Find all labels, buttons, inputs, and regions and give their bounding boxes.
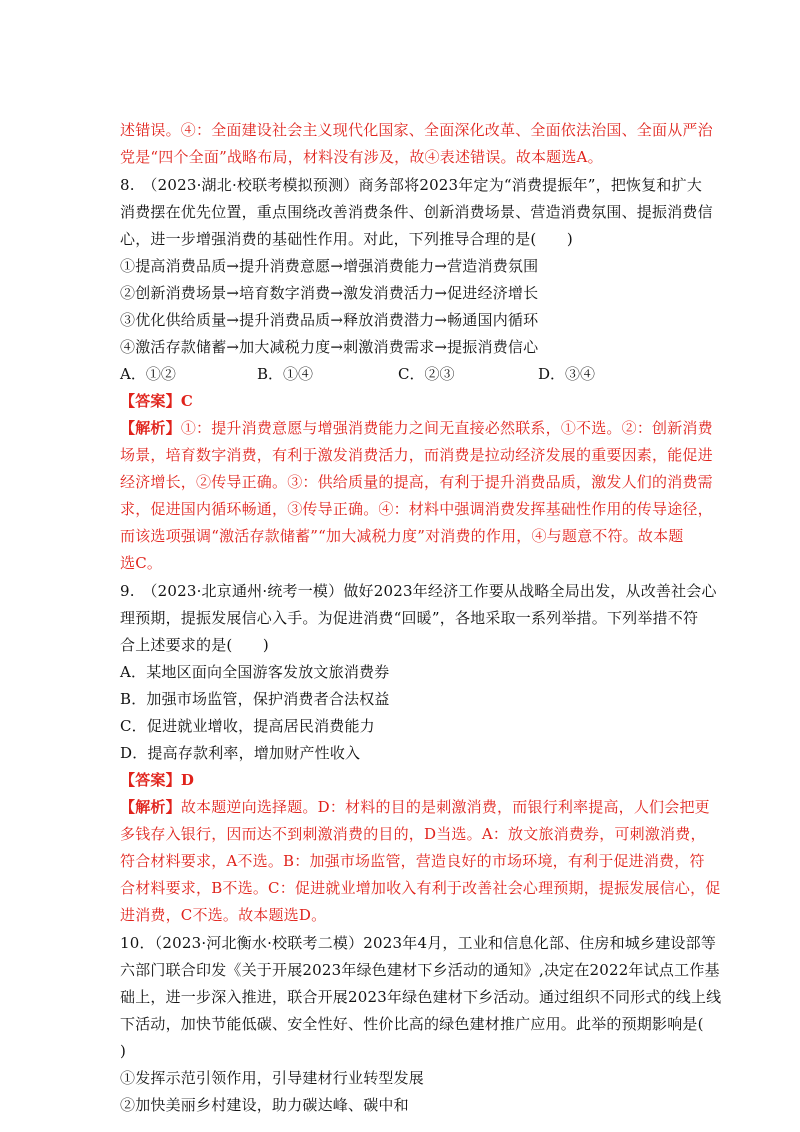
q8-analysis-line: 选C。 bbox=[120, 554, 163, 572]
q10-stem-line: 下活动，加快节能低碳、安全性好、性价比高的绿色建材推广应用。此举的预期影响是( bbox=[120, 1015, 704, 1033]
q8-answer bbox=[120, 389, 700, 413]
q10-stem-line: 六部门联合印发《关于开展2023年绿色建材下乡活动的通知》,决定在2022年试点工作基 bbox=[120, 961, 720, 979]
answer-value: D bbox=[180, 771, 195, 789]
q9-analysis-line bbox=[120, 795, 710, 819]
q8-statement: ②创新消费场景→培育数字消费→激发消费活力→促进经济增长 bbox=[120, 284, 539, 302]
q9-stem-line: 合上述要求的是( ) bbox=[120, 636, 269, 654]
q10-stem-line: ) bbox=[120, 1042, 127, 1060]
q9-option-a: A．某地区面向全国游客发放文旅消费券 bbox=[120, 663, 390, 681]
q10-statement: ①发挥示范引领作用，引导建材行业转型发展 bbox=[120, 1069, 425, 1087]
q10-stem-line: 础上，进一步深入推进，联合开展2023年绿色建材下乡活动。通过组织不同形式的线上线 bbox=[120, 988, 722, 1006]
q9-option-d: D．提高存款利率，增加财产性收入 bbox=[120, 744, 361, 762]
q8-statement: ③优化供给质量→提升消费品质→释放消费潜力→畅通国内循环 bbox=[120, 311, 539, 329]
answer-value: C bbox=[180, 392, 193, 410]
q9-option-b: B．加强市场监管，保护消费者合法权益 bbox=[120, 690, 390, 708]
q9-analysis-line: 多钱存入银行，因而达不到刺激消费的目的，D当选。A：放文旅消费券，可刺激消费， bbox=[120, 825, 706, 843]
analysis-text: ①：提升消费意愿与增强消费能力之间无直接必然联系，①不选。②：创新消费 bbox=[180, 419, 713, 437]
q8-analysis-line: 经济增长，②传导正确。③：供给质量的提高，有利于提升消费品质，激发人们的消费需 bbox=[120, 473, 713, 491]
q9-answer bbox=[120, 768, 700, 792]
intro-line: 党是“四个全面”战略布局，材料没有涉及，故④表述错误。故本题选A。 bbox=[120, 148, 603, 166]
answer-tag: 【答案】 bbox=[120, 392, 181, 410]
analysis-text: 故本题逆向选择题。D：材料的目的是刺激消费，而银行利率提高，人们会把更 bbox=[180, 798, 710, 816]
q8-option-a: A．①② bbox=[120, 365, 176, 383]
q9-analysis-line: 进消费，C不选。故本题选D。 bbox=[120, 906, 327, 924]
q8-analysis-line: 而该选项强调“激活存款储蓄”“加大减税力度”对消费的作用，④与题意不符。故本题 bbox=[120, 527, 684, 545]
q8-stem-line: 8. （2023·湖北·校联考模拟预测）商务部将2023年定为“消费提振年”，把恢复和扩大 bbox=[120, 176, 703, 194]
q10-stem-line: 10．（2023·河北衡水·校联考二模）2023年4月，工业和信息化部、住房和城乡建设部等 bbox=[120, 934, 717, 952]
q8-option-b: B．①④ bbox=[257, 365, 314, 383]
q9-stem-line: 9. （2023·北京通州·统考一模）做好2023年经济工作要从战略全局出发，从改善社会心 bbox=[120, 582, 717, 600]
q9-analysis-line: 符合材料要求，A不选。B：加强市场监管，营造良好的市场环境，有利于促进消费，符 bbox=[120, 852, 705, 870]
q8-analysis-line bbox=[120, 416, 713, 440]
answer-tag: 【答案】 bbox=[120, 771, 181, 789]
q10-statement: ②加快美丽乡村建设，助力碳达峰、碳中和 bbox=[120, 1096, 409, 1114]
q9-analysis-line: 合材料要求，B不选。C：促进就业增加收入有利于改善社会心理预期，提振发展信心，促 bbox=[120, 879, 721, 897]
analysis-tag: 【解析】 bbox=[120, 419, 181, 437]
q8-option-d: D．③④ bbox=[538, 365, 596, 383]
analysis-tag: 【解析】 bbox=[120, 798, 181, 816]
q9-stem-line: 理预期，提振发展信心入手。为促进消费“回暖”，各地采取一系列举措。下列举措不符 bbox=[120, 609, 699, 627]
q8-analysis-line: 场景，培育数字消费，有利于激发消费活力，而消费是拉动经济发展的重要因素，能促进 bbox=[120, 446, 713, 464]
q8-statement: ④激活存款储蓄→加大减税力度→刺激消费需求→提振消费信心 bbox=[120, 338, 539, 356]
q9-option-c: C．促进就业增收，提高居民消费能力 bbox=[120, 717, 375, 735]
q8-option-c: C．②③ bbox=[398, 365, 455, 383]
q8-analysis-line: 求，促进国内循环畅通，③传导正确。④：材料中强调消费发挥基础性作用的传导途径， bbox=[120, 500, 713, 518]
q8-statement: ①提高消费品质→提升消费意愿→增强消费能力→营造消费氛围 bbox=[120, 257, 539, 275]
intro-line: 述错误。④：全面建设社会主义现代化国家、全面深化改革、全面依法治国、全面从严治 bbox=[120, 121, 713, 139]
q8-stem-line: 消费摆在优先位置，重点围绕改善消费条件、创新消费场景、营造消费氛围、提振消费信 bbox=[120, 203, 713, 221]
q8-stem-line: 心，进一步增强消费的基础性作用。对此，下列推导合理的是( ) bbox=[120, 230, 573, 248]
